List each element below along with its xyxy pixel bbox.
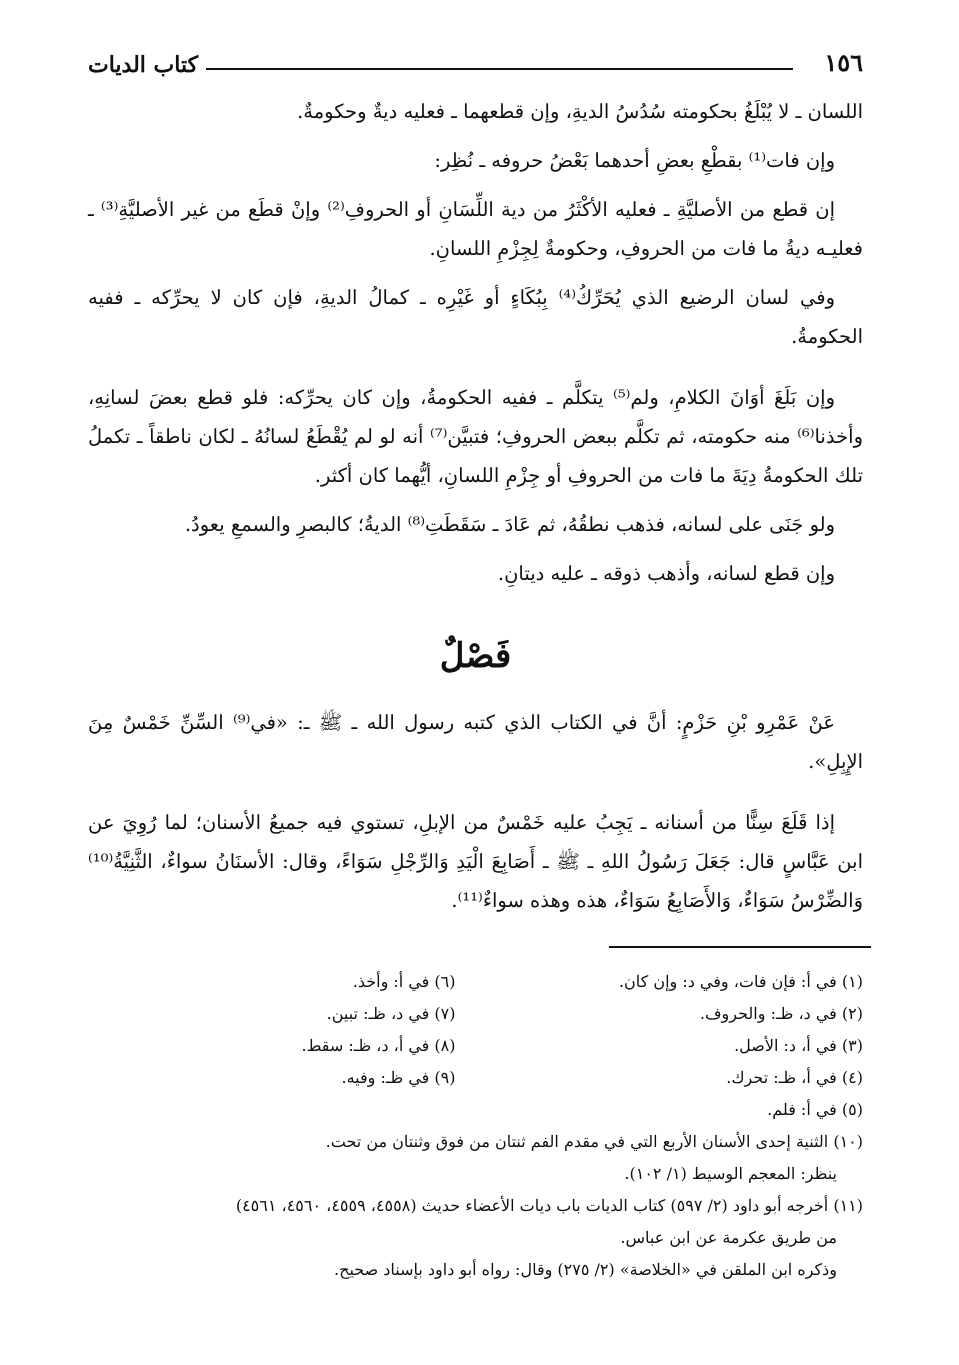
header-rule <box>206 68 793 70</box>
footnote-10: (١٠) الثنية إحدى الأسنان الأربع التي في مقدم الفم ثنتان من فوق وثنتان من تحت. <box>325 1132 863 1151</box>
footnote-11-continued: من طريق عكرمة عن ابن عباس. <box>620 1228 837 1247</box>
paragraph: وفي لسان الرضيع الذي يُحَرِّكُ⁽⁴⁾ بِبُكَاءٍ أو غَيْرِه ـ كمالُ الديةِ، فإن كان لا يحرِّكه ـ ففيه الحكومةُ. <box>88 286 863 348</box>
footnote-rule <box>609 946 871 948</box>
paragraph: إن قطع من الأصليَّةِ ـ فعليه الأكْثَرُ من دية اللِّسَانِ أو الحروفِ⁽²⁾ وإنْ قطَع من غير الأصليَّةِ⁽³⁾ ـ فعليـه ديةُ ما فات من الحروفِ، وحكومةٌ لِجِزْمِ اللسانِ. <box>88 198 863 260</box>
footnote-5: (٥) في أ: فلم. <box>767 1100 863 1119</box>
running-title: كتاب الديات <box>88 52 199 78</box>
paragraph: وإن فات⁽¹⁾ بقطْعِ بعضِ أحدهما بَعْضُ حروفه ـ نُظِر: <box>434 149 835 172</box>
footnote-3: (٣) في أ، د: الأصل. <box>734 1036 863 1055</box>
footnote-1: (١) في أ: فإن فات، وفي د: وإن كان. <box>618 972 863 991</box>
paragraph: إذا قَلَعَ سِنًّا من أسنانه ـ يَجِبُ عليه خَمْسٌ من الإبلِ، تستوي فيه جميعُ الأسنان؛ لما رُوِيَ عن ابن عَبَّاسٍ قال: جَعَلَ رَسُولُ اللهِ ـ ﷺ ـ أَصَابِعَ الْيَدِ وَالرِّجْلِ سَوَاءً، وقال: الأسنَانُ سواءٌ، الثَّنِيَّةُ⁽¹⁰⁾ وَالضِّرْسُ سَوَاءٌ، وَالأَصَابِعُ سَوَاءٌ، هذه وهذه سواءٌ⁽¹¹⁾. <box>88 811 863 912</box>
footnote-6: (٦) في أ: وأخذ. <box>352 972 456 991</box>
footnote-10-continued: ينظر: المعجم الوسيط (١/ ١٠٢). <box>624 1164 837 1183</box>
footnote-8: (٨) في أ، د، ظـ: سقط. <box>301 1036 456 1055</box>
page-header <box>88 48 863 88</box>
section-heading: فَصْلٌ <box>439 636 512 676</box>
paragraph: اللسان ـ لا يُبْلَغُ بحكومته سُدُسُ الديةِ، وإن قطعهما ـ فعليه ديةٌ وحكومةٌ. <box>297 100 863 123</box>
main-text <box>88 92 863 930</box>
footnote-9: (٩) في ظـ: وفيه. <box>341 1068 456 1087</box>
footnote-2: (٢) في د، ظـ: والحروف. <box>699 1004 863 1023</box>
paragraph: ولو جَنَى على لسانه، فذهب نطقُهُ، ثم عَادَ ـ سَقَطَتِ⁽⁸⁾ الديةُ؛ كالبصرِ والسمعِ يعودُ. <box>184 513 835 536</box>
footnote-empty <box>88 1094 456 1126</box>
footnote-grid <box>88 966 863 1126</box>
paragraph: وإن بَلَغَ أوَانَ الكلامِ، ولم⁽⁵⁾ يتكلَّم ـ ففيه الحكومةُ، وإن كان يحرِّكه: فلو قطع بعضَ لسانِهِ، وأخذنا⁽⁶⁾ منه حكومته، ثم تكلَّم ببعض الحروفِ؛ فتبيَّن⁽⁷⁾ أنه لو لم يُقْطَعُ لسانُهُ ـ لكان ناطقاً ـ تكملُ تلك الحكومةُ دِيَةَ ما فات من الحروفِ أو جِزْمِ اللسانِ، أيُّهما كان أكثر. <box>88 386 863 487</box>
page-number: ١٥٦ <box>824 48 863 77</box>
footnote-4: (٤) في أ، ظـ: تحرك. <box>726 1068 863 1087</box>
paragraph: وإن قطع لسانه، وأذهب ذوقه ـ عليه ديتانِ. <box>497 562 835 585</box>
footnote-11: (١١) أخرجه أبو داود (٢/ ٥٩٧) كتاب الديات باب ديات الأعضاء حديث (٤٥٥٨، ٤٥٥٩، ٤٥٦٠، ٤٥٦١) <box>235 1196 863 1215</box>
footnote-7: (٧) في د، ظـ: تبين. <box>326 1004 456 1023</box>
footnotes <box>88 966 863 1286</box>
footnote-11-note: وذكره ابن الملقن في «الخلاصة» (٢/ ٢٧٥) وقال: رواه أبو داود بإسناد صحيح. <box>334 1260 837 1279</box>
hadith-paragraph: عَنْ عَمْرِو بْنِ حَزْمٍ: أنَّ في الكتاب الذي كتبه رسول الله ـ ﷺ ـ: «في⁽⁹⁾ السِّنِّ خَمْسٌ مِنَ الإِبِلِ». <box>88 711 863 773</box>
